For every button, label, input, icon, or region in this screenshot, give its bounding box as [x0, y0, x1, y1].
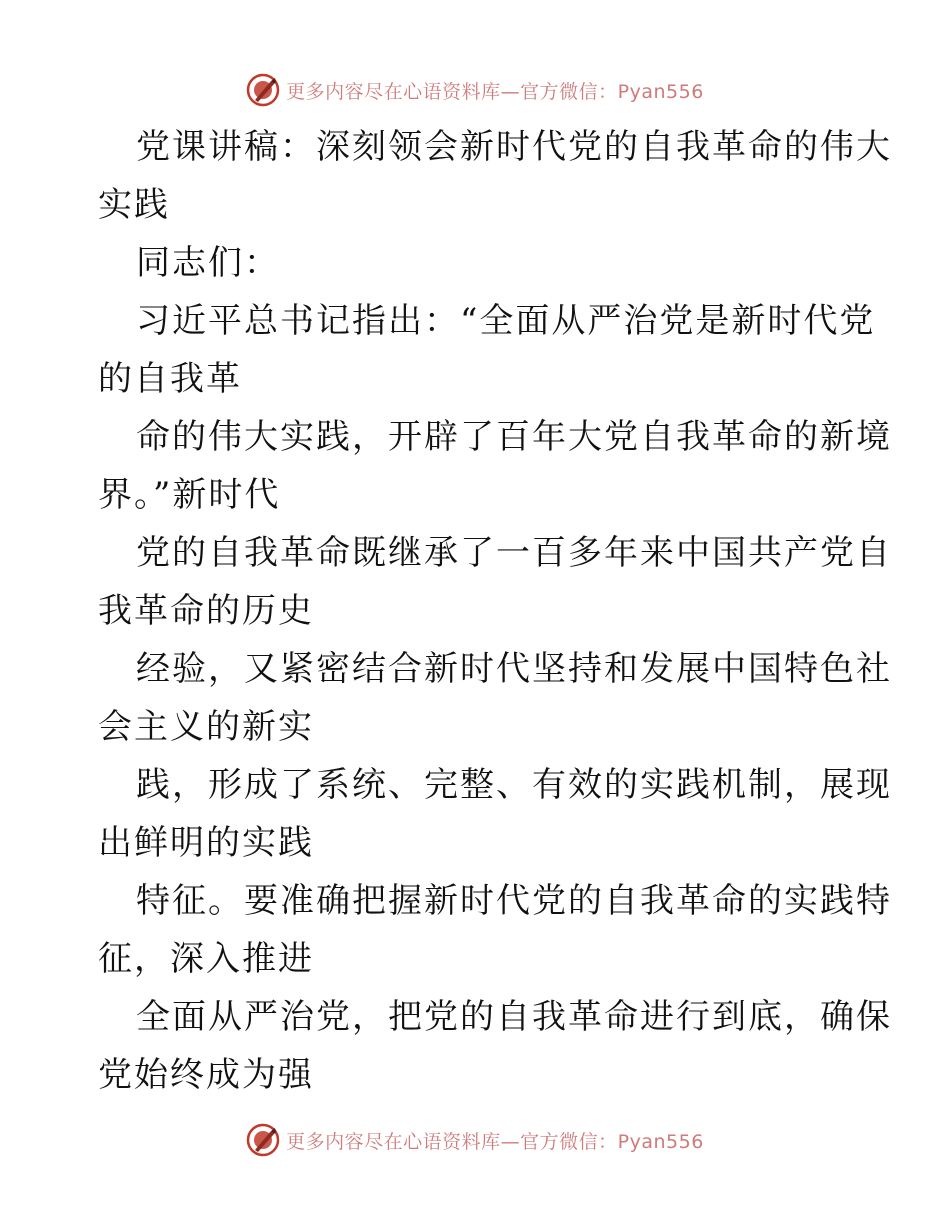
watermark-text: 更多内容尽在心语资料库—官方微信：Pyan556 — [286, 1130, 704, 1153]
pen-seal-icon — [246, 1123, 280, 1157]
watermark-text: 更多内容尽在心语资料库—官方微信：Pyan556 — [286, 80, 704, 103]
text-line: 命的伟大实践，开辟了百年大党自我革命的新境 — [136, 417, 892, 457]
pen-seal-icon — [246, 73, 280, 107]
document-body — [0, 118, 950, 1104]
text-line: 全面从严治党，把党的自我革命进行到底，确保 — [136, 997, 892, 1037]
text-line: 习近平总书记指出：“全面从严治党是新时代党 — [136, 301, 876, 341]
header-watermark — [0, 70, 950, 110]
text-line: 特征。要准确把握新时代党的自我革命的实践特 — [136, 881, 892, 921]
text-line: 实践 — [98, 185, 170, 225]
text-line: 出鲜明的实践 — [98, 823, 314, 863]
text-line: 会主义的新实 — [98, 707, 314, 747]
text-line: 界。”新时代 — [98, 475, 281, 515]
text-line: 党的自我革命既继承了一百多年来中国共产党自 — [136, 533, 892, 573]
text-line: 我革命的历史 — [98, 591, 314, 631]
text-line: 党课讲稿：深刻领会新时代党的自我革命的伟大 — [136, 127, 892, 167]
text-line: 经验，又紧密结合新时代坚持和发展中国特色社 — [136, 649, 892, 689]
text-line: 同志们： — [136, 243, 280, 283]
text-line: 征，深入推进 — [98, 939, 314, 979]
footer-watermark — [0, 1120, 950, 1160]
text-line: 的自我革 — [98, 359, 242, 399]
text-line: 践，形成了系统、完整、有效的实践机制，展现 — [136, 765, 892, 805]
text-line: 党始终成为强 — [98, 1055, 314, 1095]
